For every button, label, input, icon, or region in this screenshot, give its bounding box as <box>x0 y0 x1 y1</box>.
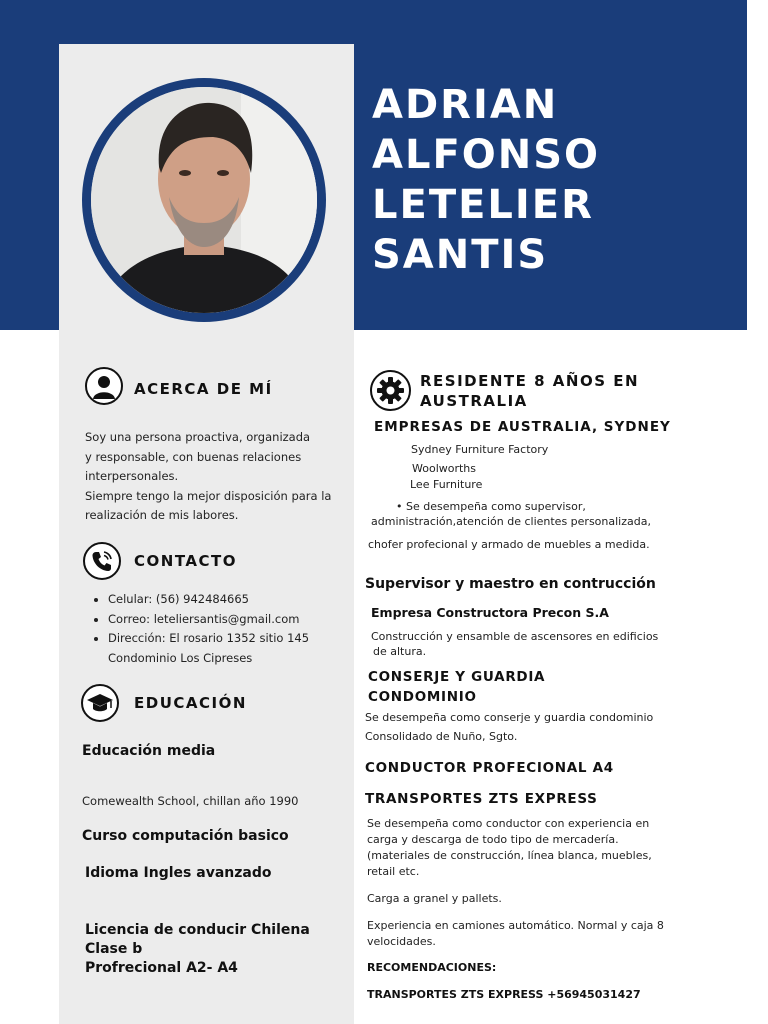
duty-line: • Se desempeña como supervisor, <box>396 500 586 513</box>
zts-desc-line: velocidades. <box>367 935 436 948</box>
person-portrait-icon <box>91 87 317 313</box>
companies-heading: EMPRESAS DE AUSTRALIA, SYDNEY <box>374 419 671 435</box>
about-line: realización de mis labores. <box>85 508 239 522</box>
phone-icon <box>83 542 121 580</box>
about-text <box>85 428 347 526</box>
profile-photo <box>91 87 317 313</box>
recommendation-contact: TRANSPORTES ZTS EXPRESS +56945031427 <box>367 988 641 1001</box>
name-line-1: ADRIAN <box>372 82 559 128</box>
conserje-heading-line: CONSERJE Y GUARDIA <box>368 669 546 685</box>
name-line-2: ALFONSO <box>372 132 601 178</box>
about-line: interpersonales. <box>85 469 179 483</box>
recommendations-heading: RECOMENDACIONES: <box>367 961 497 974</box>
full-name <box>372 80 600 280</box>
license-line: Licencia de conducir Chilena <box>85 922 310 938</box>
company-item: Lee Furniture <box>410 478 483 491</box>
conserje-desc: Se desempeña como conserje y guardia condominio <box>365 711 654 724</box>
about-line: y responsable, con buenas relaciones <box>85 449 302 464</box>
zts-desc <box>367 816 652 880</box>
license-line: Clase b <box>85 941 143 957</box>
driver-heading: CONDUCTOR PROFECIONAL A4 <box>365 760 614 776</box>
conserje-desc: Consolidado de Nuño, Sgto. <box>365 730 518 743</box>
zts-heading: TRANSPORTES ZTS EXPRESS <box>365 791 598 807</box>
zts-desc-line: retail etc. <box>367 865 420 878</box>
user-icon <box>85 367 123 405</box>
about-line: Siempre tengo la mejor disposición para la <box>85 488 332 503</box>
duty-text: Se desempeña como supervisor, <box>406 500 586 513</box>
gear-icon <box>370 370 411 411</box>
zts-desc-line: Se desempeña como conductor con experiencia en <box>367 817 650 830</box>
name-line-4: SANTIS <box>372 232 549 278</box>
education-item-title: Educación media <box>82 743 216 759</box>
precon-heading: Empresa Constructora Precon S.A <box>371 605 609 620</box>
about-heading: ACERCA DE MÍ <box>134 380 273 398</box>
residence-heading-line: RESIDENTE 8 AÑOS EN <box>420 372 640 390</box>
residence-heading-line: AUSTRALIA <box>420 392 528 410</box>
zts-desc-line: Experiencia en camiones automático. Normal y caja 8 <box>367 919 664 932</box>
education-language: Idioma Ingles avanzado <box>85 865 272 881</box>
graduation-cap-icon <box>81 684 119 722</box>
residence-heading <box>420 371 639 411</box>
education-heading: EDUCACIÓN <box>134 694 247 712</box>
contact-email: • Correo: leteliersantis@gmail.com <box>108 610 352 630</box>
contact-heading: CONTACTO <box>134 552 237 570</box>
company-item: Woolworths <box>412 462 477 475</box>
zts-desc-line: Carga a granel y pallets. <box>367 892 502 905</box>
driver-license <box>85 921 310 978</box>
about-line: Soy una persona proactiva, organizada <box>85 430 311 444</box>
name-line-3: LETELIER <box>372 182 594 228</box>
company-item: Sydney Furniture Factory <box>411 443 549 456</box>
supervisor-heading: Supervisor y maestro en contrucción <box>365 576 656 592</box>
license-line: Profrecional A2- A4 <box>85 960 238 976</box>
conserje-heading <box>368 667 545 707</box>
contact-address: • Dirección: El rosario 1352 sitio 145 <box>108 629 352 649</box>
education-course: Curso computación basico <box>82 828 289 844</box>
precon-desc: Construcción y ensamble de ascensores en edificios <box>371 630 659 643</box>
conserje-heading-line: CONDOMINIO <box>368 689 477 705</box>
duty-line: chofer profecional y armado de muebles a medida. <box>368 538 650 551</box>
contact-phone: • Celular: (56) 942484665 <box>108 590 352 610</box>
duty-line: administración,atención de clientes personalizada, <box>371 515 651 528</box>
contact-address-line-2: Condominio Los Cipreses <box>108 650 253 665</box>
precon-desc: de altura. <box>373 645 427 658</box>
zts-desc-line: (materiales de construcción, línea blanca, muebles, <box>367 849 652 862</box>
zts-desc-line: carga y descarga de todo tipo de mercadería. <box>367 833 619 846</box>
zts-desc <box>367 918 664 950</box>
contact-list <box>90 590 352 668</box>
education-item-detail: Comewealth School, chillan año 1990 <box>82 794 299 808</box>
